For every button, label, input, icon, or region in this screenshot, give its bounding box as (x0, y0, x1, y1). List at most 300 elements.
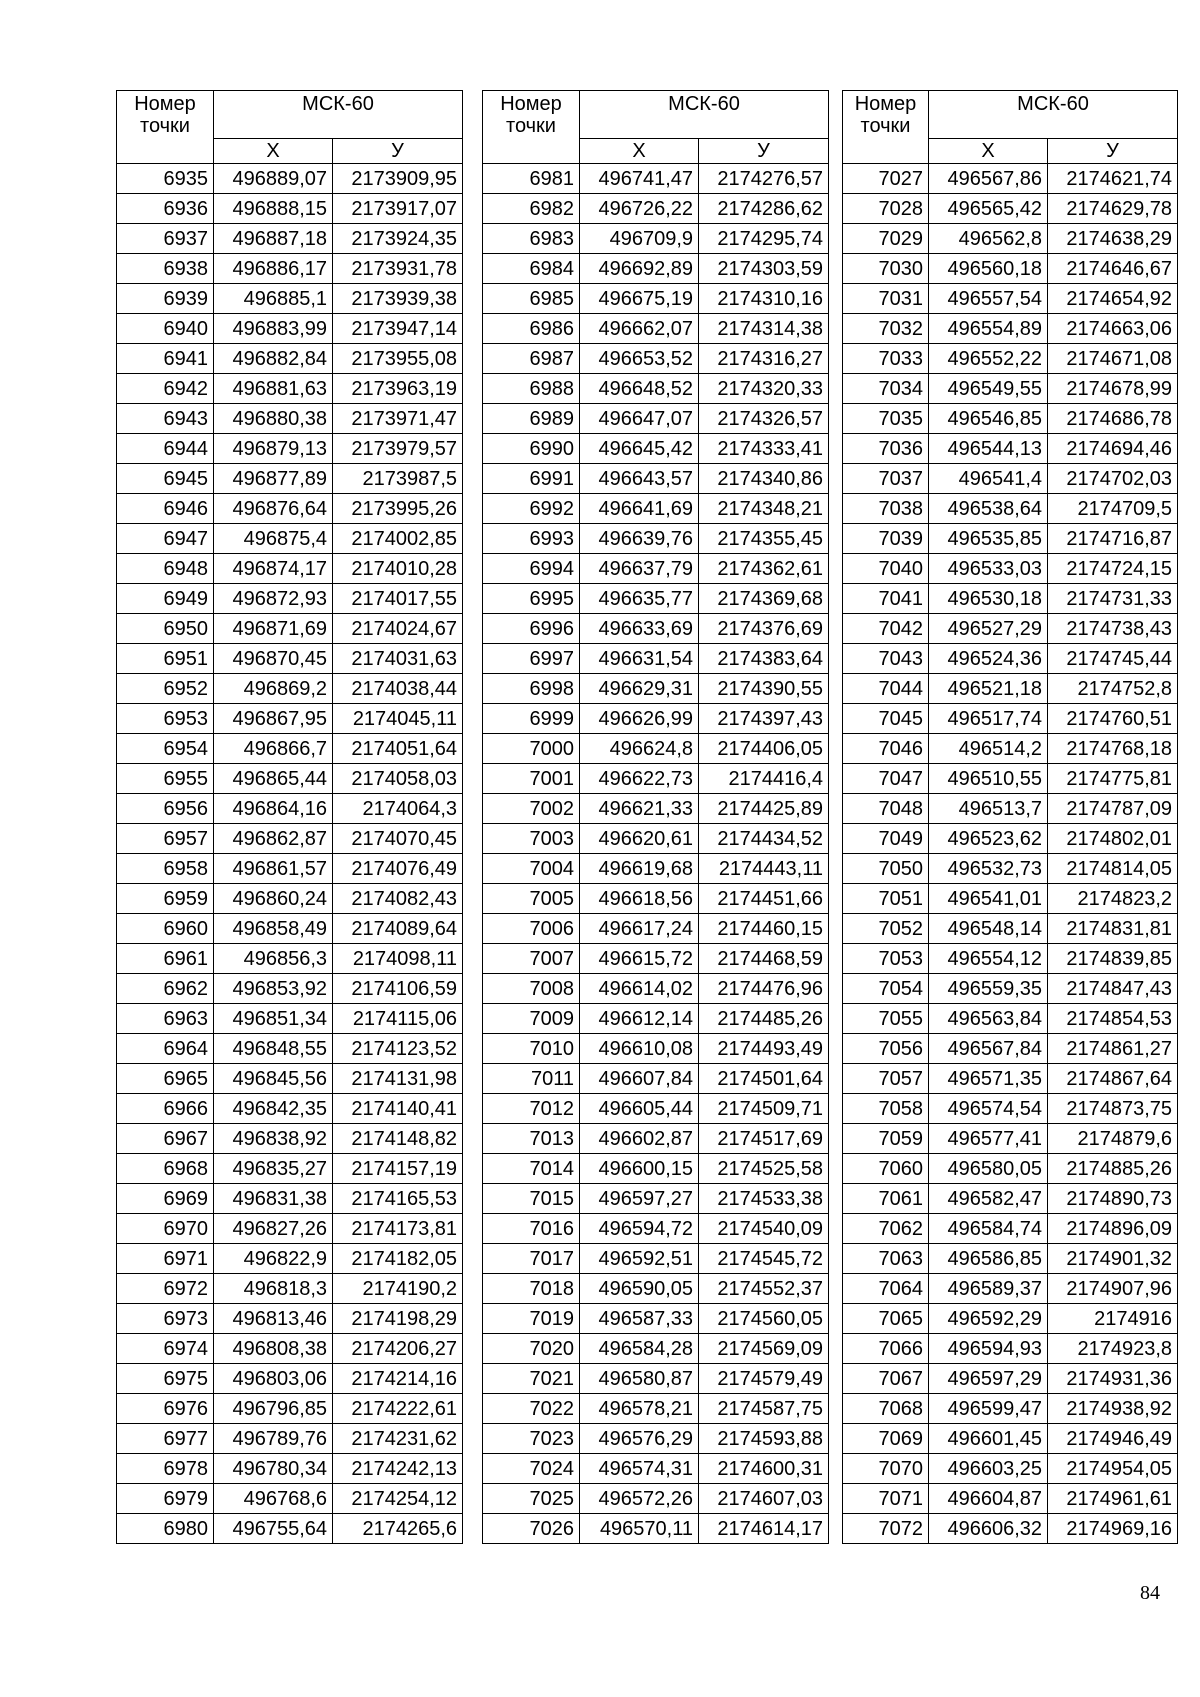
point-number-cell: 6947 (117, 524, 214, 554)
table-row (843, 344, 1178, 374)
point-number-cell: 7035 (843, 404, 929, 434)
table-row (117, 1514, 463, 1544)
table-row (117, 884, 463, 914)
point-number-cell: 6968 (117, 1154, 214, 1184)
x-cell: 496619,68 (580, 854, 699, 884)
y-cell: 2173909,95 (333, 164, 463, 194)
table-row (117, 734, 463, 764)
x-cell: 496549,55 (929, 374, 1048, 404)
point-number-cell: 7070 (843, 1454, 929, 1484)
x-cell: 496514,2 (929, 734, 1048, 764)
y-header: У (333, 139, 463, 164)
table-row (117, 434, 463, 464)
point-number-cell: 7064 (843, 1274, 929, 1304)
y-cell: 2174709,5 (1048, 494, 1178, 524)
point-number-cell: 6983 (483, 224, 580, 254)
system-header: МСК-60 (580, 91, 829, 139)
x-cell: 496597,29 (929, 1364, 1048, 1394)
table-row (483, 314, 829, 344)
y-cell: 2174425,89 (699, 794, 829, 824)
y-cell: 2174839,85 (1048, 944, 1178, 974)
table-row (843, 254, 1178, 284)
y-cell: 2174038,44 (333, 674, 463, 704)
y-cell: 2174552,37 (699, 1274, 829, 1304)
point-number-cell: 6945 (117, 464, 214, 494)
table-row (483, 794, 829, 824)
y-cell: 2174242,13 (333, 1454, 463, 1484)
point-number-cell: 7025 (483, 1484, 580, 1514)
point-number-cell: 7017 (483, 1244, 580, 1274)
y-cell: 2174760,51 (1048, 704, 1178, 734)
y-cell: 2174265,6 (333, 1514, 463, 1544)
table-row (117, 254, 463, 284)
point-number-cell: 7010 (483, 1034, 580, 1064)
x-cell: 496552,22 (929, 344, 1048, 374)
y-cell: 2174545,72 (699, 1244, 829, 1274)
table-row (843, 1184, 1178, 1214)
table-row (117, 1334, 463, 1364)
table-row (843, 884, 1178, 914)
x-cell: 496838,92 (214, 1124, 333, 1154)
x-cell: 496571,35 (929, 1064, 1048, 1094)
y-cell: 2174867,64 (1048, 1064, 1178, 1094)
y-cell: 2174173,81 (333, 1214, 463, 1244)
x-cell: 496557,54 (929, 284, 1048, 314)
table-row (843, 404, 1178, 434)
table-row (483, 284, 829, 314)
point-number-cell: 6978 (117, 1454, 214, 1484)
point-number-cell: 7000 (483, 734, 580, 764)
table-row (117, 194, 463, 224)
table-row (483, 1334, 829, 1364)
point-number-cell: 6941 (117, 344, 214, 374)
point-number-cell: 7049 (843, 824, 929, 854)
x-cell: 496532,73 (929, 854, 1048, 884)
point-number-cell: 6942 (117, 374, 214, 404)
table-row (117, 224, 463, 254)
point-number-cell: 7031 (843, 284, 929, 314)
x-cell: 496599,47 (929, 1394, 1048, 1424)
point-number-cell: 6967 (117, 1124, 214, 1154)
x-cell: 496768,6 (214, 1484, 333, 1514)
table-row (483, 1364, 829, 1394)
point-number-cell: 7072 (843, 1514, 929, 1544)
y-cell: 2174276,57 (699, 164, 829, 194)
x-cell: 496548,14 (929, 914, 1048, 944)
table-row (843, 1484, 1178, 1514)
y-cell: 2174901,32 (1048, 1244, 1178, 1274)
y-cell: 2174879,6 (1048, 1124, 1178, 1154)
table-row (117, 674, 463, 704)
y-cell: 2174070,45 (333, 824, 463, 854)
x-cell: 496880,38 (214, 404, 333, 434)
table-row (843, 1214, 1178, 1244)
point-number-cell: 6959 (117, 884, 214, 914)
point-number-cell: 6971 (117, 1244, 214, 1274)
y-cell: 2173947,14 (333, 314, 463, 344)
x-cell: 496590,05 (580, 1274, 699, 1304)
x-cell: 496741,47 (580, 164, 699, 194)
y-cell: 2174738,43 (1048, 614, 1178, 644)
x-cell: 496603,25 (929, 1454, 1048, 1484)
point-number-cell: 7067 (843, 1364, 929, 1394)
point-number-cell: 7058 (843, 1094, 929, 1124)
point-number-cell: 7012 (483, 1094, 580, 1124)
table-row (843, 1124, 1178, 1154)
table-row (483, 404, 829, 434)
point-number-cell: 6955 (117, 764, 214, 794)
x-cell: 496881,63 (214, 374, 333, 404)
x-cell: 496629,31 (580, 674, 699, 704)
x-cell: 496584,74 (929, 1214, 1048, 1244)
y-cell: 2174954,05 (1048, 1454, 1178, 1484)
point-number-cell: 6946 (117, 494, 214, 524)
x-cell: 496580,87 (580, 1364, 699, 1394)
y-cell: 2174098,11 (333, 944, 463, 974)
point-number-cell: 6980 (117, 1514, 214, 1544)
table-row (843, 1424, 1178, 1454)
y-cell: 2174451,66 (699, 884, 829, 914)
x-cell: 496606,32 (929, 1514, 1048, 1544)
x-cell: 496875,4 (214, 524, 333, 554)
x-cell: 496870,45 (214, 644, 333, 674)
table-row (843, 734, 1178, 764)
point-number-cell: 7069 (843, 1424, 929, 1454)
point-number-cell: 7028 (843, 194, 929, 224)
table-row (117, 1394, 463, 1424)
x-cell: 496861,57 (214, 854, 333, 884)
x-header: Х (929, 139, 1048, 164)
y-cell: 2174231,62 (333, 1424, 463, 1454)
x-cell: 496662,07 (580, 314, 699, 344)
table-row (483, 434, 829, 464)
y-cell: 2174607,03 (699, 1484, 829, 1514)
table-row (483, 1094, 829, 1124)
table-row (843, 1394, 1178, 1424)
y-cell: 2174303,59 (699, 254, 829, 284)
system-header: МСК-60 (214, 91, 463, 139)
point-number-cell: 6957 (117, 824, 214, 854)
y-cell: 2174206,27 (333, 1334, 463, 1364)
y-cell: 2174663,06 (1048, 314, 1178, 344)
point-number-cell: 7018 (483, 1274, 580, 1304)
x-cell: 496546,85 (929, 404, 1048, 434)
point-number-cell: 6984 (483, 254, 580, 284)
x-cell: 496554,89 (929, 314, 1048, 344)
x-cell: 496535,85 (929, 524, 1048, 554)
y-cell: 2174314,38 (699, 314, 829, 344)
table-row (483, 494, 829, 524)
point-number-cell: 7051 (843, 884, 929, 914)
y-cell: 2173939,38 (333, 284, 463, 314)
table-row (483, 944, 829, 974)
y-cell: 2174468,59 (699, 944, 829, 974)
y-cell: 2174946,49 (1048, 1424, 1178, 1454)
x-cell: 496533,03 (929, 554, 1048, 584)
point-number-cell: 6982 (483, 194, 580, 224)
point-number-cell: 6974 (117, 1334, 214, 1364)
point-number-cell: 7032 (843, 314, 929, 344)
table-row (843, 524, 1178, 554)
x-cell: 496887,18 (214, 224, 333, 254)
table-row (843, 914, 1178, 944)
point-number-cell: 7066 (843, 1334, 929, 1364)
table-row (117, 584, 463, 614)
x-cell: 496709,9 (580, 224, 699, 254)
table-row (117, 494, 463, 524)
table-row (483, 554, 829, 584)
x-cell: 496621,33 (580, 794, 699, 824)
x-cell: 496835,27 (214, 1154, 333, 1184)
x-cell: 496647,07 (580, 404, 699, 434)
x-cell: 496860,24 (214, 884, 333, 914)
x-cell: 496842,35 (214, 1094, 333, 1124)
point-number-cell: 6948 (117, 554, 214, 584)
x-cell: 496803,06 (214, 1364, 333, 1394)
point-number-cell: 6993 (483, 524, 580, 554)
x-cell: 496851,34 (214, 1004, 333, 1034)
point-number-cell: 7009 (483, 1004, 580, 1034)
y-cell: 2174045,11 (333, 704, 463, 734)
x-cell: 496602,87 (580, 1124, 699, 1154)
x-cell: 496544,13 (929, 434, 1048, 464)
y-cell: 2173979,57 (333, 434, 463, 464)
y-cell: 2174485,26 (699, 1004, 829, 1034)
point-number-cell: 6988 (483, 374, 580, 404)
point-number-cell: 7041 (843, 584, 929, 614)
y-cell: 2174397,43 (699, 704, 829, 734)
point-number-header: Номер точки (843, 91, 929, 164)
table-row (483, 914, 829, 944)
y-cell: 2174214,16 (333, 1364, 463, 1394)
y-cell: 2174569,09 (699, 1334, 829, 1364)
x-cell: 496635,77 (580, 584, 699, 614)
y-cell: 2174509,71 (699, 1094, 829, 1124)
y-cell: 2174064,3 (333, 794, 463, 824)
y-cell: 2174165,53 (333, 1184, 463, 1214)
table-row (843, 1244, 1178, 1274)
x-cell: 496563,84 (929, 1004, 1048, 1034)
point-number-cell: 6962 (117, 974, 214, 1004)
table-row (117, 644, 463, 674)
table-row (843, 1154, 1178, 1184)
y-cell: 2174002,85 (333, 524, 463, 554)
table-row (483, 1184, 829, 1214)
table-row (483, 854, 829, 884)
point-number-cell: 7023 (483, 1424, 580, 1454)
x-cell: 496586,85 (929, 1244, 1048, 1274)
point-number-cell: 6940 (117, 314, 214, 344)
table-row (483, 884, 829, 914)
y-cell: 2174814,05 (1048, 854, 1178, 884)
table-row (117, 164, 463, 194)
x-cell: 496862,87 (214, 824, 333, 854)
y-cell: 2174752,8 (1048, 674, 1178, 704)
table-row (843, 674, 1178, 704)
y-cell: 2174533,38 (699, 1184, 829, 1214)
coordinates-table-3 (842, 90, 1178, 1544)
x-cell: 496572,26 (580, 1484, 699, 1514)
x-cell: 496605,44 (580, 1094, 699, 1124)
point-number-cell: 6936 (117, 194, 214, 224)
table-row (843, 1304, 1178, 1334)
y-cell: 2174416,4 (699, 764, 829, 794)
y-cell: 2174295,74 (699, 224, 829, 254)
table-row (843, 824, 1178, 854)
y-cell: 2174560,05 (699, 1304, 829, 1334)
x-cell: 496865,44 (214, 764, 333, 794)
y-cell: 2174525,58 (699, 1154, 829, 1184)
x-cell: 496541,01 (929, 884, 1048, 914)
table-row (117, 614, 463, 644)
x-cell: 496653,52 (580, 344, 699, 374)
table-row (483, 824, 829, 854)
y-cell: 2174010,28 (333, 554, 463, 584)
x-cell: 496796,85 (214, 1394, 333, 1424)
table-row (483, 164, 829, 194)
x-cell: 496889,07 (214, 164, 333, 194)
point-number-cell: 7071 (843, 1484, 929, 1514)
table-row (117, 524, 463, 554)
table-row (843, 1034, 1178, 1064)
y-cell: 2174355,45 (699, 524, 829, 554)
point-number-cell: 6991 (483, 464, 580, 494)
y-cell: 2174286,62 (699, 194, 829, 224)
y-cell: 2174140,41 (333, 1094, 463, 1124)
system-header: МСК-60 (929, 91, 1178, 139)
table-row (843, 644, 1178, 674)
table-row (843, 314, 1178, 344)
point-number-cell: 6996 (483, 614, 580, 644)
y-cell: 2174017,55 (333, 584, 463, 614)
point-number-cell: 6966 (117, 1094, 214, 1124)
table-row (843, 1094, 1178, 1124)
table-row (483, 1454, 829, 1484)
x-cell: 496631,54 (580, 644, 699, 674)
y-cell: 2174148,82 (333, 1124, 463, 1154)
y-cell: 2174031,63 (333, 644, 463, 674)
y-cell: 2174222,61 (333, 1394, 463, 1424)
x-cell: 496831,38 (214, 1184, 333, 1214)
y-cell: 2174476,96 (699, 974, 829, 1004)
x-cell: 496818,3 (214, 1274, 333, 1304)
table-row (483, 614, 829, 644)
point-number-cell: 7008 (483, 974, 580, 1004)
table-row (483, 1514, 829, 1544)
point-number-cell: 6987 (483, 344, 580, 374)
x-cell: 496592,51 (580, 1244, 699, 1274)
table-row (843, 794, 1178, 824)
y-cell: 2173987,5 (333, 464, 463, 494)
x-cell: 496885,1 (214, 284, 333, 314)
y-cell: 2174579,49 (699, 1364, 829, 1394)
point-number-cell: 6985 (483, 284, 580, 314)
table-row (483, 224, 829, 254)
y-cell: 2174198,29 (333, 1304, 463, 1334)
x-cell: 496626,99 (580, 704, 699, 734)
point-number-cell: 6961 (117, 944, 214, 974)
table-row (117, 404, 463, 434)
x-cell: 496578,21 (580, 1394, 699, 1424)
table-row (117, 1454, 463, 1484)
point-number-cell: 6977 (117, 1424, 214, 1454)
x-cell: 496601,45 (929, 1424, 1048, 1454)
x-cell: 496643,57 (580, 464, 699, 494)
x-cell: 496867,95 (214, 704, 333, 734)
x-cell: 496858,49 (214, 914, 333, 944)
table-row (843, 614, 1178, 644)
y-cell: 2174802,01 (1048, 824, 1178, 854)
y-cell: 2174406,05 (699, 734, 829, 764)
y-cell: 2174646,67 (1048, 254, 1178, 284)
y-cell: 2174671,08 (1048, 344, 1178, 374)
table-row (843, 434, 1178, 464)
point-number-cell: 7015 (483, 1184, 580, 1214)
y-cell: 2173931,78 (333, 254, 463, 284)
table-row (843, 224, 1178, 254)
x-cell: 496589,37 (929, 1274, 1048, 1304)
x-cell: 496560,18 (929, 254, 1048, 284)
point-number-cell: 6990 (483, 434, 580, 464)
point-number-cell: 7019 (483, 1304, 580, 1334)
x-cell: 496789,76 (214, 1424, 333, 1454)
x-cell: 496582,47 (929, 1184, 1048, 1214)
y-cell: 2174775,81 (1048, 764, 1178, 794)
y-cell: 2174614,17 (699, 1514, 829, 1544)
x-cell: 496648,52 (580, 374, 699, 404)
coordinates-table-2 (482, 90, 829, 1544)
table-row (843, 1364, 1178, 1394)
x-cell: 496877,89 (214, 464, 333, 494)
point-number-cell: 7021 (483, 1364, 580, 1394)
y-cell: 2174938,92 (1048, 1394, 1178, 1424)
y-cell: 2174310,16 (699, 284, 829, 314)
x-cell: 496866,7 (214, 734, 333, 764)
x-cell: 496597,27 (580, 1184, 699, 1214)
x-cell: 496845,56 (214, 1064, 333, 1094)
x-cell: 496620,61 (580, 824, 699, 854)
table-row (483, 1214, 829, 1244)
point-number-cell: 6989 (483, 404, 580, 434)
table-row (117, 824, 463, 854)
point-number-cell: 6956 (117, 794, 214, 824)
x-cell: 496541,4 (929, 464, 1048, 494)
y-cell: 2174051,64 (333, 734, 463, 764)
x-cell: 496612,14 (580, 1004, 699, 1034)
point-number-cell: 7048 (843, 794, 929, 824)
y-cell: 2174333,41 (699, 434, 829, 464)
y-cell: 2174731,33 (1048, 584, 1178, 614)
point-number-cell: 7059 (843, 1124, 929, 1154)
x-cell: 496559,35 (929, 974, 1048, 1004)
x-cell: 496587,33 (580, 1304, 699, 1334)
table-row (483, 1154, 829, 1184)
point-number-cell: 6963 (117, 1004, 214, 1034)
table-row (117, 1484, 463, 1514)
point-number-cell: 6998 (483, 674, 580, 704)
x-cell: 496570,11 (580, 1514, 699, 1544)
x-cell: 496513,7 (929, 794, 1048, 824)
y-cell: 2174157,19 (333, 1154, 463, 1184)
point-number-cell: 7065 (843, 1304, 929, 1334)
table-row (843, 854, 1178, 884)
table-row (483, 1424, 829, 1454)
x-cell: 496600,15 (580, 1154, 699, 1184)
point-number-cell: 6964 (117, 1034, 214, 1064)
table-row (117, 1034, 463, 1064)
x-cell: 496584,28 (580, 1334, 699, 1364)
point-number-cell: 7045 (843, 704, 929, 734)
